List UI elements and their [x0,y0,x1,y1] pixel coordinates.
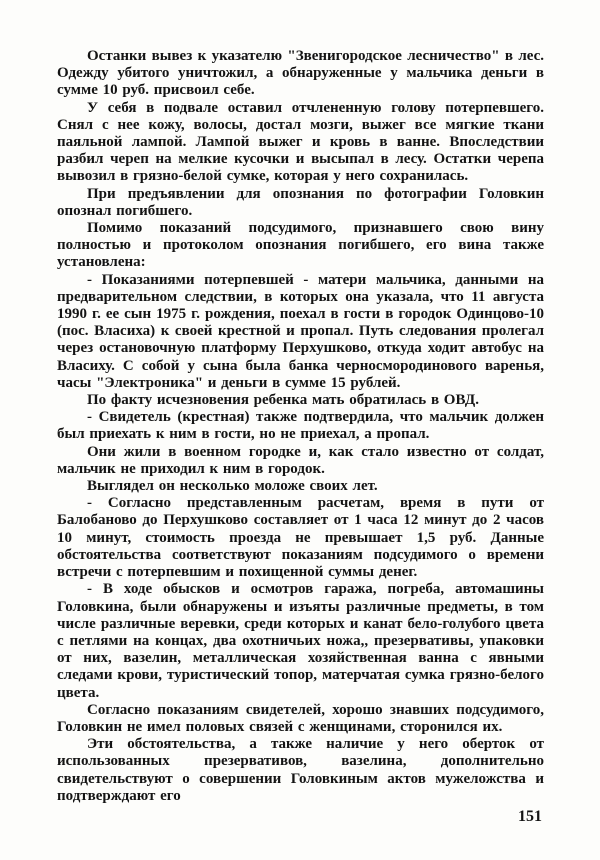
page-number: 151 [518,808,542,825]
paragraph-6: По факту исчезновения ребенка мать обратилась в ОВД. [87,392,479,409]
paragraph-9: Выглядел он несколько моложе своих лет. [87,478,378,495]
paragraph-11: - В ходе обысков и осмотров гаража, погреба, автомашины Головкина, были обнаружены и изъяты различные предметы, в том числе различные веревки, среди которых и канат бело-голубого цвета с петлями на концах, два охотничьих ножа,, презервативы, упаковки от них, вазелин, металлическая хозяйственная ванна с явными следами крови, туристический топор, матерчатая сумка грязно-белого цвета. [57,581,544,701]
paragraph-10: - Согласно представленным расчетам, время в пути от Балобаново до Перхушково составляет от 1 часа 12 минут до 2 часов 10 минут, стоимость проезда не превышает 1,5 руб. Данные обстоятельства соответствуют показаниям подсудимого о времени встречи с потерпевшим и похищенной суммы денег. [57,495,544,581]
paragraph-5: - Показаниями потерпевшей - матери мальчика, данными на предварительном следствии, в которых она указала, что 11 августа 1990 г. ее сын 1975 г. рождения, поехал в гости в городок Одинцово-10 (пос. Власиха) к своей крестной и пропал. Путь следования пролегал через остановочную платформу Перхушково, откуда ходит автобус на Власиху. С собой у сына была банка черносмородинового варенья, часы "Электроника" и деньги в сумме 15 рублей. [57,271,544,391]
paragraph-8: Они жили в военном городке и, как стало известно от солдат, мальчик не приходил к ним в городок. [57,443,544,477]
paragraph-2: У себя в подвале оставил отчлененную голову потерпевшего. Снял с нее кожу, волосы, достал мозги, выжег все мягкие ткани паяльной лампой. Лампой выжег и кровь в ванне. Впоследствии разбил череп на мелкие кусочки и высыпал в лесу. Остатки черепа вывозил в грязно-белой сумке, которая у него сохранилась. [57,99,544,185]
paragraph-13: Эти обстоятельства, а также наличие у него оберток от использованных презервативов, вазелина, дополнительно свидетельствуют о совершении Головкиным актов мужеложства и подтверждают его [57,736,544,804]
paragraph-7: - Свидетель (крестная) также подтвердила, что мальчик должен был приехать к ним в гости, но не приехал, а пропал. [57,409,544,443]
paragraph-4: Помимо показаний подсудимого, признавшего свою вину полностью и протоколом опознания погибшего, его вина также установлена: [57,220,544,271]
paragraph-1: Останки вывез к указателю "Звенигородское лесничество" в лес. Одежду убитого уничтожил, а обнаруженные у мальчика деньги в сумме 10 руб. присвоил себе. [57,48,544,99]
body-text [57,48,544,805]
paragraph-3: При предъявлении для опознания по фотографии Головкин опознал погибшего. [57,185,544,219]
paragraph-12: Согласно показаниям свидетелей, хорошо знавших подсудимого, Головкин не имел половых связей с женщинами, сторонился их. [57,701,544,735]
